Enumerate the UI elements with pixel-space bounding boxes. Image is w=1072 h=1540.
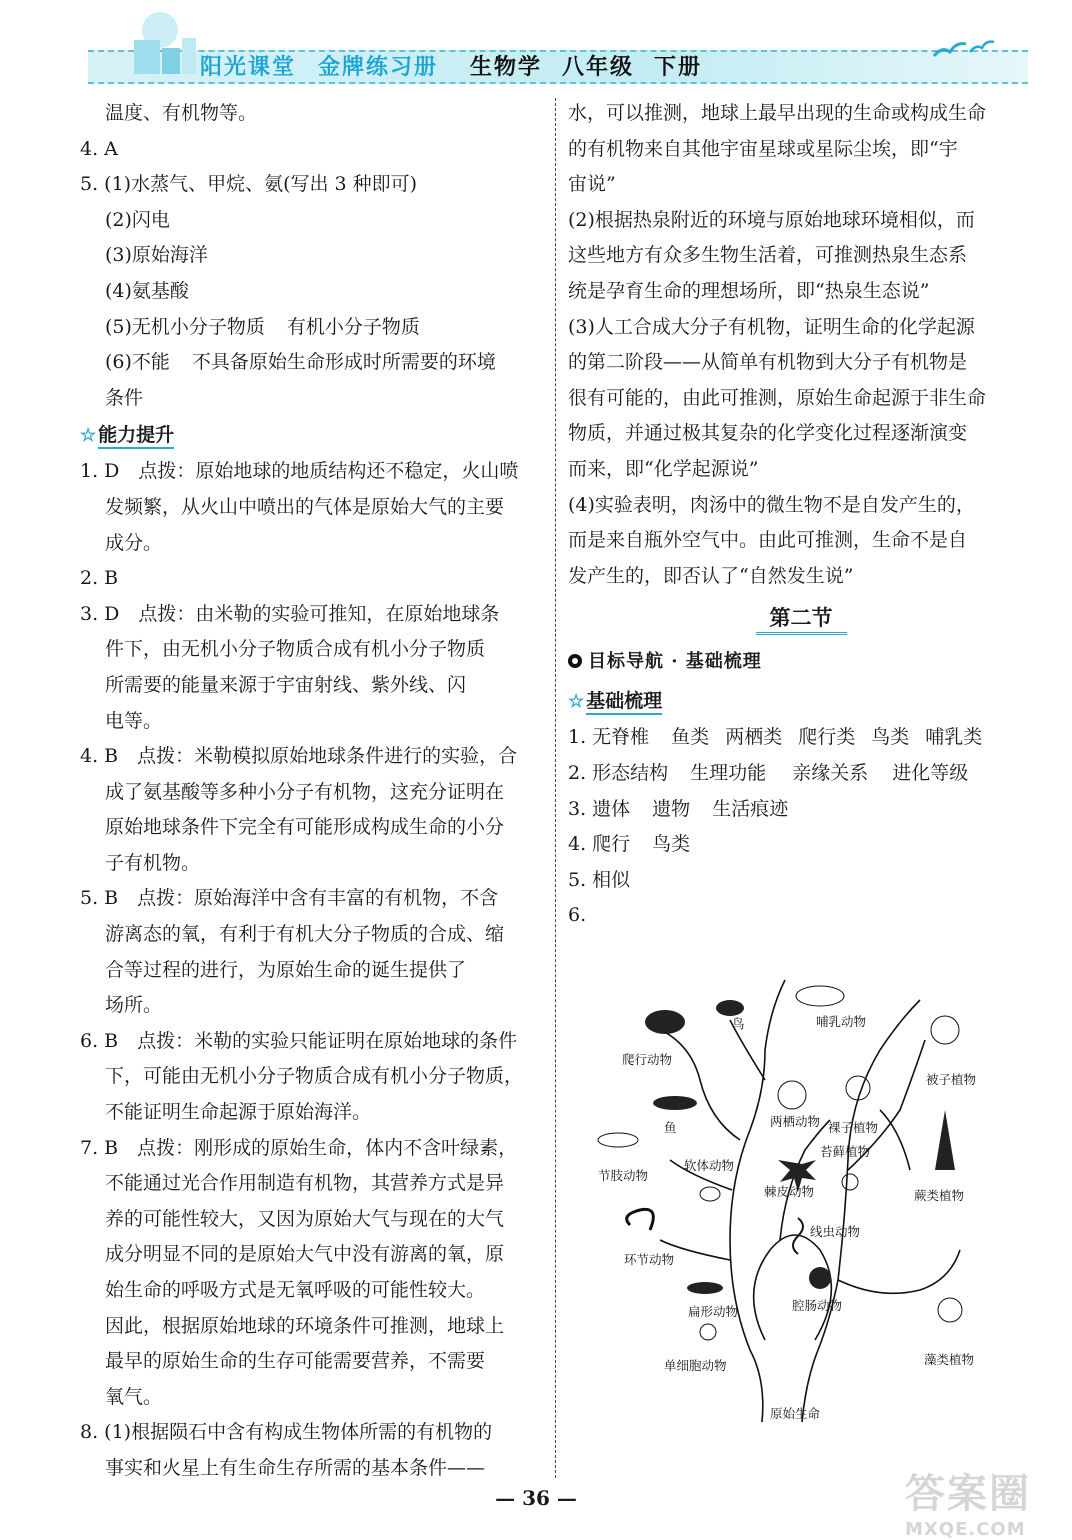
answer-part: 爬行类 — [798, 726, 856, 749]
answer-line: 发产生的，即否认了“自然发生说” — [568, 564, 854, 587]
answer-line: 子有机物。 — [105, 851, 201, 874]
answer-line: 这些地方有众多生物生活着，可推测热泉生态系 — [568, 244, 968, 267]
annelid-icon — [627, 1209, 654, 1230]
grade-name: 八年级 — [562, 54, 635, 80]
star-icon: ☆ — [568, 691, 585, 713]
answer-line: 场所。 — [105, 994, 163, 1017]
label-angiosperm: 被子植物 — [926, 1072, 977, 1087]
label-fern: 蕨类植物 — [914, 1188, 965, 1203]
answer-line: 很有可能的，由此可推测，原始生命起源于非生命 — [568, 386, 987, 409]
label-protozoa: 单细胞动物 — [664, 1358, 727, 1373]
basic-answer-5: 5. 相似 — [568, 868, 631, 891]
page-header — [0, 0, 1072, 90]
answer-part: 亲缘关系 — [792, 761, 869, 784]
flower-icon — [931, 1016, 959, 1044]
series-name-a: 阳光课堂 — [200, 54, 297, 80]
heading-text: 基础梳理 — [586, 690, 662, 715]
grasshopper-icon — [598, 1133, 638, 1147]
answer-5-3: (3)原始海洋 — [105, 244, 208, 267]
basic-answer-2 — [568, 756, 1034, 792]
section-heading-ability — [80, 416, 552, 454]
answer-line: 8. (1)根据陨石中含有构成生物体所需的有机物的 — [80, 1421, 493, 1444]
rabbit-icon — [796, 986, 844, 1006]
answer-part: 2. 形态结构 — [568, 761, 669, 784]
label-origin: 原始生命 — [770, 1406, 821, 1421]
label-gymnosperm: 裸子植物 — [828, 1120, 879, 1135]
section-title-text: 第二节 — [756, 605, 847, 635]
shell-icon — [700, 1187, 720, 1201]
right-column — [568, 96, 1034, 934]
label-nematode: 线虫动物 — [810, 1224, 861, 1239]
answer-5-5 — [80, 310, 552, 346]
moss-icon — [842, 1174, 858, 1190]
answer-5-1: 5. (1)水蒸气、甲烷、氨(写出 3 种即可) — [80, 173, 418, 196]
answer-part: 遗物 — [652, 797, 691, 820]
label-cnidarian: 腔肠动物 — [792, 1298, 843, 1313]
answer-line: 养的可能性较大，又因为原始大气与现在的大气 — [105, 1207, 505, 1230]
protozoa-icon — [700, 1324, 716, 1340]
answer-line: 下，可能由无机小分子物质合成有机小分子物质， — [105, 1065, 524, 1088]
subject-name: 生物学 — [470, 54, 543, 80]
label-mammal: 哺乳动物 — [816, 1014, 867, 1029]
answer-line: 所需要的能量来源于宇宙射线、紫外线、闪 — [105, 673, 467, 696]
answer-line: 电等。 — [105, 709, 163, 732]
answer-line: 的有机物来自其他宇宙星球或星际尘埃，即“宇 — [568, 137, 958, 160]
answer-part: 鱼类 — [671, 726, 710, 749]
series-name-b: 金牌练习册 — [318, 54, 439, 80]
label-mollusk: 软体动物 — [684, 1158, 735, 1173]
answer-part: 不具备原始生命形成时所需要的环境 — [191, 351, 496, 374]
answer-line: 发频繁，从火山中喷出的气体是原始大气的主要 — [105, 495, 505, 518]
answer-line: 1. D 点拨：原始地球的地质结构还不稳定，火山喷 — [80, 460, 519, 483]
answer-line: 统是孕育生命的理想场所，即“热泉生态说” — [568, 279, 930, 302]
watermark — [905, 1462, 1055, 1540]
fern-icon — [935, 1110, 955, 1170]
answer-part: 鸟类 — [871, 726, 910, 749]
label-bird: 鸟 — [732, 1016, 745, 1031]
answer-line: 成分。 — [105, 531, 163, 554]
answer-line: 6. B 点拨：米勒的实验只能证明在原始地球的条件 — [80, 1029, 518, 1052]
answer-line: 成分明显不同的是原始大气中没有游离的氧，原 — [105, 1243, 505, 1266]
answer-5-2: (2)闪电 — [105, 208, 170, 231]
subject-title — [470, 50, 722, 81]
answer-part: 3. 遗体 — [568, 797, 631, 820]
label-algae: 藻类植物 — [924, 1352, 975, 1367]
answer-part: 鸟类 — [652, 833, 691, 856]
watermark-url: MXQE.COM — [905, 1519, 1026, 1540]
answer-line: 始生命的呼吸方式是无氧呼吸的可能性较大。 — [105, 1279, 486, 1301]
answer-line: 不能通过光合作用制造有机物，其营养方式是异 — [105, 1172, 505, 1195]
text-line: 温度、有机物等。 — [105, 102, 258, 124]
series-title — [200, 50, 460, 81]
basic-answer-3 — [568, 792, 1034, 828]
answer-line: 宙说” — [568, 173, 616, 196]
answer-line: 而来，即“化学起源说” — [568, 457, 759, 480]
answer-part: 生活痕迹 — [712, 797, 789, 820]
answer-line: 7. B 点拨：刚形成的原始生命，体内不含叶绿素， — [80, 1136, 518, 1159]
answer-part: 生理功能 — [690, 761, 767, 784]
answer-5-4: (4)氨基酸 — [105, 279, 189, 302]
answer-part: 4. 爬行 — [568, 833, 631, 856]
answer-line: 3. D 点拨：由米勒的实验可推知，在原始地球条 — [80, 602, 500, 625]
label-echinoderm: 棘皮动物 — [764, 1184, 815, 1199]
answer-line: 而是来自瓶外空气中。由此可推测，生命不是自 — [568, 529, 968, 552]
answer-line: 4. B 点拨：米勒模拟原始地球条件进行的实验，合 — [80, 745, 518, 768]
answer-line: (3)人工合成大分子有机物，证明生命的化学起源 — [568, 315, 975, 338]
answer-line: 不能证明生命起源于原始海洋。 — [105, 1101, 372, 1124]
answer-part: (5)无机小分子物质 — [105, 315, 265, 338]
star-icon: ☆ — [80, 425, 97, 447]
conifer-icon — [846, 1076, 870, 1100]
answer-line: 的第二阶段——从简单有机物到大分子有机物是 — [568, 351, 968, 374]
answer-line: 水，可以推测，地球上最早出现的生命或构成生命 — [568, 102, 987, 124]
answer-line: (4)实验表明，肉汤中的微生物不是自发产生的， — [568, 493, 975, 516]
cnidarian-icon — [809, 1267, 831, 1289]
left-column — [80, 96, 552, 1487]
bird-icon — [716, 1000, 744, 1016]
bullet-icon — [568, 654, 582, 668]
answer-part: 有机小分子物质 — [286, 315, 420, 338]
answer-5-6-cont: 条件 — [105, 386, 144, 409]
logo-icon — [120, 8, 210, 80]
answer-line: 最早的原始生命的生存可能需要营养，不需要 — [105, 1350, 486, 1373]
answer-part: 进化等级 — [892, 761, 969, 784]
basic-answer-4 — [568, 827, 1034, 863]
flatworm-icon — [687, 1282, 723, 1294]
label-moss: 苔藓植物 — [820, 1144, 871, 1159]
label-amphibian: 两栖动物 — [770, 1114, 821, 1129]
label-annelid: 环节动物 — [624, 1252, 675, 1267]
column-divider — [555, 98, 556, 1478]
label-fish: 鱼 — [664, 1120, 677, 1135]
basic-answer-1 — [568, 720, 1034, 756]
heading-text: 能力提升 — [98, 424, 174, 449]
answer-line: 件下，由无机小分子物质合成有机小分子物质 — [105, 638, 486, 661]
nav-heading — [568, 642, 1034, 682]
section-heading-basic — [568, 682, 1034, 720]
watermark-logo-text: 答案圈 — [905, 1471, 1031, 1517]
page-number: — 36 — — [495, 1486, 577, 1510]
birds-icon — [930, 32, 1000, 66]
nav-heading-text: 目标导航 · 基础梳理 — [588, 651, 762, 673]
algae-icon — [938, 1298, 962, 1322]
answer-line: 游离态的氧，有利于有机大分子物质的合成、缩 — [105, 923, 505, 946]
answer-part: 两栖类 — [725, 726, 783, 749]
answer-line: 5. B 点拨：原始海洋中含有丰富的有机物，不含 — [80, 887, 499, 910]
answer-line: 成了氨基酸等多种小分子有机物，这充分证明在 — [105, 780, 505, 803]
answer-part: (6)不能 — [105, 351, 170, 374]
answer-line: 2. B — [80, 567, 119, 590]
answer-line: 氧气。 — [105, 1385, 163, 1408]
answer-line: 物质，并通过极其复杂的化学变化过程逐渐演变 — [568, 422, 968, 445]
answer-line: 原始地球条件下完全有可能形成构成生命的小分 — [105, 816, 505, 839]
label-flatworm: 扁形动物 — [688, 1304, 739, 1319]
label-arthropod: 节肢动物 — [598, 1168, 649, 1183]
volume-name: 下册 — [654, 54, 703, 80]
answer-line: (2)根据热泉附近的环境与原始地球环境相似，而 — [568, 208, 975, 231]
frog-icon — [778, 1081, 806, 1109]
section-title — [568, 594, 1034, 642]
evolution-tree-diagram — [580, 960, 1020, 1430]
turtle-icon — [645, 1010, 685, 1034]
basic-answer-6: 6. — [568, 904, 587, 927]
answer-4: 4. A — [80, 137, 118, 160]
answer-part: 1. 无脊椎 — [568, 726, 650, 749]
answer-line: 因此，根据原始地球的环境条件可推测，地球上 — [105, 1314, 505, 1337]
label-reptile: 爬行动物 — [622, 1052, 673, 1067]
answer-part: 哺乳类 — [925, 726, 983, 749]
answer-line: 合等过程的进行，为原始生命的诞生提供了 — [105, 958, 467, 981]
answer-line: 事实和火星上有生命生存所需的基本条件—— — [105, 1456, 486, 1479]
answer-5-6 — [80, 345, 552, 381]
fish-icon — [653, 1096, 697, 1110]
